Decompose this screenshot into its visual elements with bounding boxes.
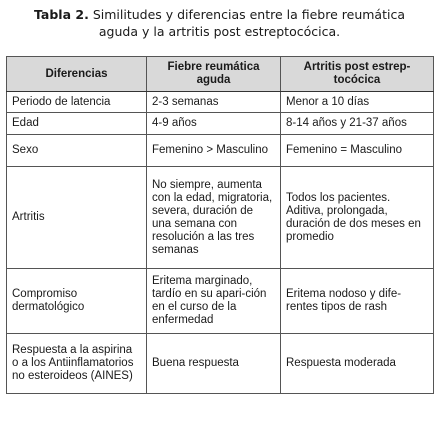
cell-fiebre-latencia: 2-3 semanas [147,92,281,113]
cell-artritis-edad: 8-14 años y 21-37 años [281,113,434,135]
table-row [7,269,434,334]
cell-artritis-sexo: Femenino = Masculino [281,135,434,167]
cell-artritis-dermatologico: Eritema nodoso y dife-rentes tipos de rash [281,269,434,334]
comparison-table-container [6,56,433,394]
row-label-edad: Edad [7,113,147,135]
cell-fiebre-sexo: Femenino > Masculino [147,135,281,167]
cell-fiebre-edad: 4-9 años [147,113,281,135]
row-label-artritis: Artritis [7,167,147,269]
table-row [7,167,434,269]
header-diferencias: Diferencias [7,57,147,92]
table-row [7,92,434,113]
caption-label: Tabla 2. [34,7,89,22]
cell-fiebre-dermatologico: Eritema marginado, tardío en su apari-ción en el curso de la enfermedad [147,269,281,334]
header-fiebre-reumatica: Fiebre reumática aguda [147,57,281,92]
table-row [7,113,434,135]
cell-fiebre-artritis: No siempre, aumenta con la edad, migratoria, severa, duración de una semana con resolución a las tres semanas [147,167,281,269]
header-artritis-post: Artritis post estrep-tocócica [281,57,434,92]
cell-artritis-latencia: Menor a 10 días [281,92,434,113]
caption-line-1 [0,6,439,23]
row-label-latencia: Periodo de latencia [7,92,147,113]
table-caption [0,6,439,40]
row-label-aspirina: Respuesta a la aspirina o a los Antiinflamatorios no esteroideos (AINES) [7,334,147,394]
table-header-row [7,57,434,92]
cell-artritis-artritis: Todos los pacientes. Aditiva, prolongada, duración de dos meses en promedio [281,167,434,269]
cell-fiebre-aspirina: Buena respuesta [147,334,281,394]
comparison-table [6,56,434,394]
caption-text-1: Similitudes y diferencias entre la fiebre reumática [92,7,405,22]
cell-artritis-aspirina: Respuesta moderada [281,334,434,394]
table-row [7,334,434,394]
row-label-dermatologico: Compromiso dermatológico [7,269,147,334]
row-label-sexo: Sexo [7,135,147,167]
table-row [7,135,434,167]
caption-line-2: aguda y la artritis post estreptocócica. [98,24,341,39]
